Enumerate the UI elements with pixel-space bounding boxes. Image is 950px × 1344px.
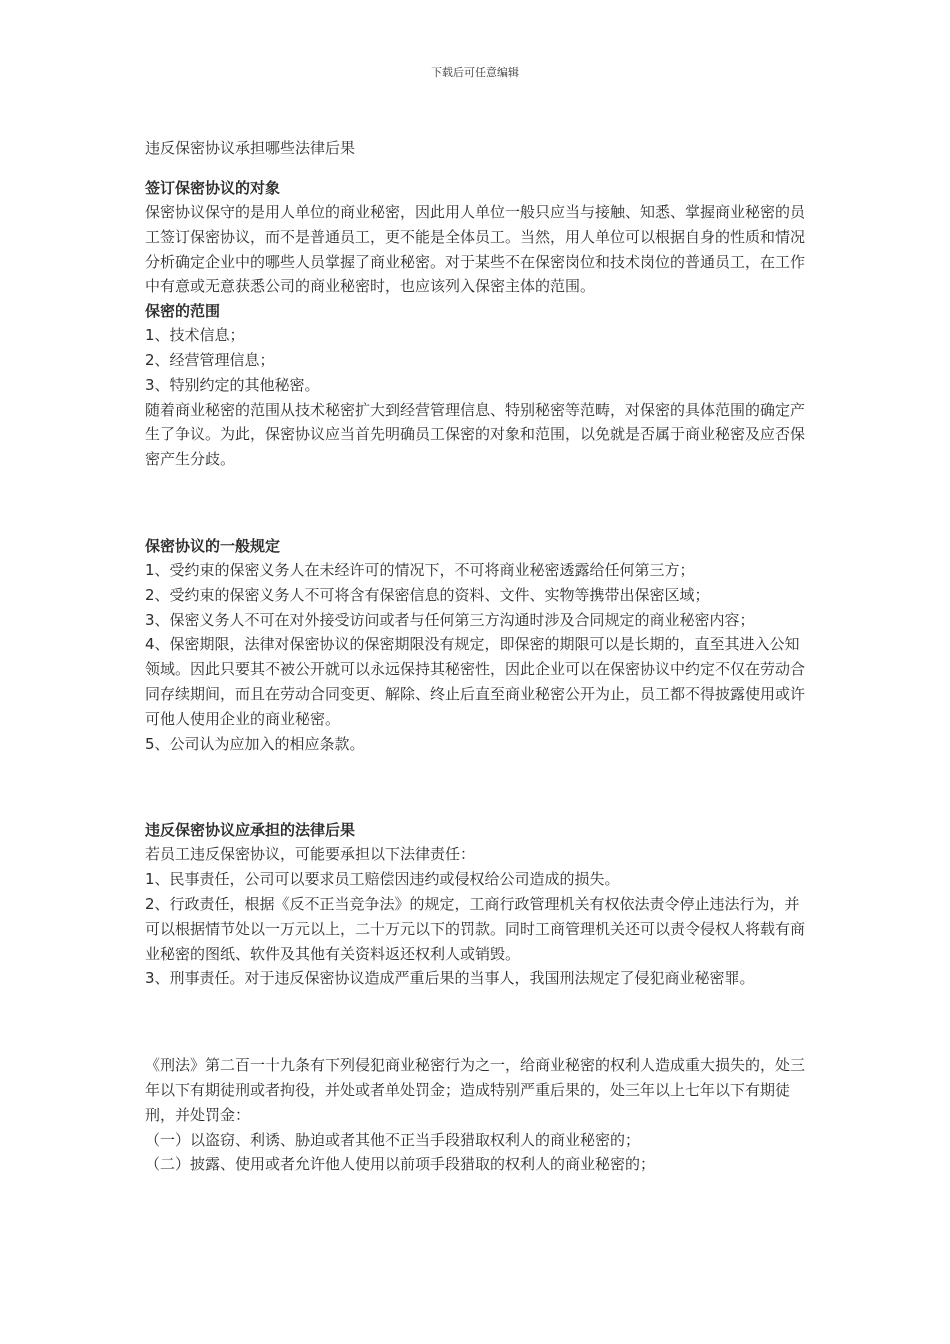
section-confidentiality-scope [145, 299, 805, 472]
spacer [145, 756, 805, 818]
list-item: 3、刑事责任。对于违反保密协议造成严重后果的当事人，我国刑法规定了侵犯商业秘密罪。 [145, 969, 755, 988]
list-item: 5、公司认为应加入的相应条款。 [145, 734, 365, 753]
list-item: 2、受约束的保密义务人不可将含有保密信息的资料、文件、实物等携带出保密区域； [145, 585, 710, 604]
list-item: 3、特别约定的其他秘密。 [145, 375, 320, 394]
list-item: 1、民事责任，公司可以要求员工赔偿因违约或侵权给公司造成的损失。 [145, 870, 620, 889]
list-item: （一）以盗窃、利诱、胁迫或者其他不正当手段猎取权利人的商业秘密的； [145, 1130, 641, 1149]
section-signing-targets [145, 176, 805, 299]
list-item: 2、经营管理信息； [145, 350, 275, 369]
spacer [145, 472, 805, 534]
paragraph: 保密协议保守的是用人单位的商业秘密，因此用人单位一般只应当与接触、知悉、掌握商业秘密的员工签订保密协议，而不是普通员工，更不能是全体员工。当然，用人单位可以根据自身的性质和情况分析确定企业中的哪些人员掌握了商业秘密。对于某些不在保密岗位和技术岗位的普通员工，在工作中有意或无意获悉公司的商业秘密时，也应该列入保密主体的范围。 [145, 203, 806, 296]
document-title: 违反保密协议承担哪些法律后果 [145, 139, 356, 157]
section-legal-consequences [145, 818, 805, 991]
list-item: （二）披露、使用或者允许他人使用以前项手段猎取的权利人的商业秘密的； [145, 1155, 656, 1174]
section-heading: 签订保密协议的对象 [145, 179, 281, 197]
section-heading: 违反保密协议应承担的法律后果 [145, 821, 356, 840]
section-heading: 保密协议的一般规定 [145, 536, 281, 555]
list-item: 1、受约束的保密义务人在未经许可的情况下，不可将商业秘密透露给任何第三方； [145, 560, 695, 579]
list-item: 3、保密义务人不可在对外接受访问或者与任何第三方沟通时涉及合同规定的商业秘密内容； [145, 610, 755, 629]
paragraph: 《刑法》第二百一十九条有下列侵犯商业秘密行为之一，给商业秘密的权利人造成重大损失的，处三年以下有期徒刑或者拘役，并处或者单处罚金；造成特别严重后果的，处三年以上七年以下有期徒刑，并处罚金： [145, 1056, 806, 1124]
page-header-note: 下载后可任意编辑 [431, 66, 519, 79]
section-criminal-law-article [145, 1053, 805, 1177]
list-item: 2、行政责任，根据《反不正当竞争法》的规定，工商行政管理机关有权依法责令停止违法行为，并可以根据情节处以一万元以上，二十万元以下的罚款。同时工商管理机关还可以责令侵权人将载有商业秘密的图纸、软件及其他有关资料返还权利人或销毁。 [145, 894, 806, 963]
list-item: 4、保密期限，法律对保密协议的保密期限没有规定，即保密的期限可以是长期的，直至其进入公知领域。因此只要其不被公开就可以永远保持其秘密性，因此企业可以在保密协议中约定不仅在劳动合同存续期间，而且在劳动合同变更、解除、终止后直至商业秘密公开为止，员工都不得披露使用或许可他人使用企业的商业秘密。 [145, 635, 806, 728]
section-heading: 保密的范围 [145, 302, 221, 321]
paragraph: 随着商业秘密的范围从技术秘密扩大到经营管理信息、特别秘密等范畴，对保密的具体范围的确定产生了争议。为此，保密协议应当首先明确员工保密的对象和范围，以免就是否属于商业秘密及应否保密产生分歧。 [145, 400, 806, 469]
spacer [145, 991, 805, 1053]
section-general-provisions [145, 534, 805, 756]
document-body [145, 136, 805, 1177]
list-item: 1、技术信息； [145, 326, 245, 345]
paragraph: 若员工违反保密协议，可能要承担以下法律责任： [145, 845, 476, 864]
